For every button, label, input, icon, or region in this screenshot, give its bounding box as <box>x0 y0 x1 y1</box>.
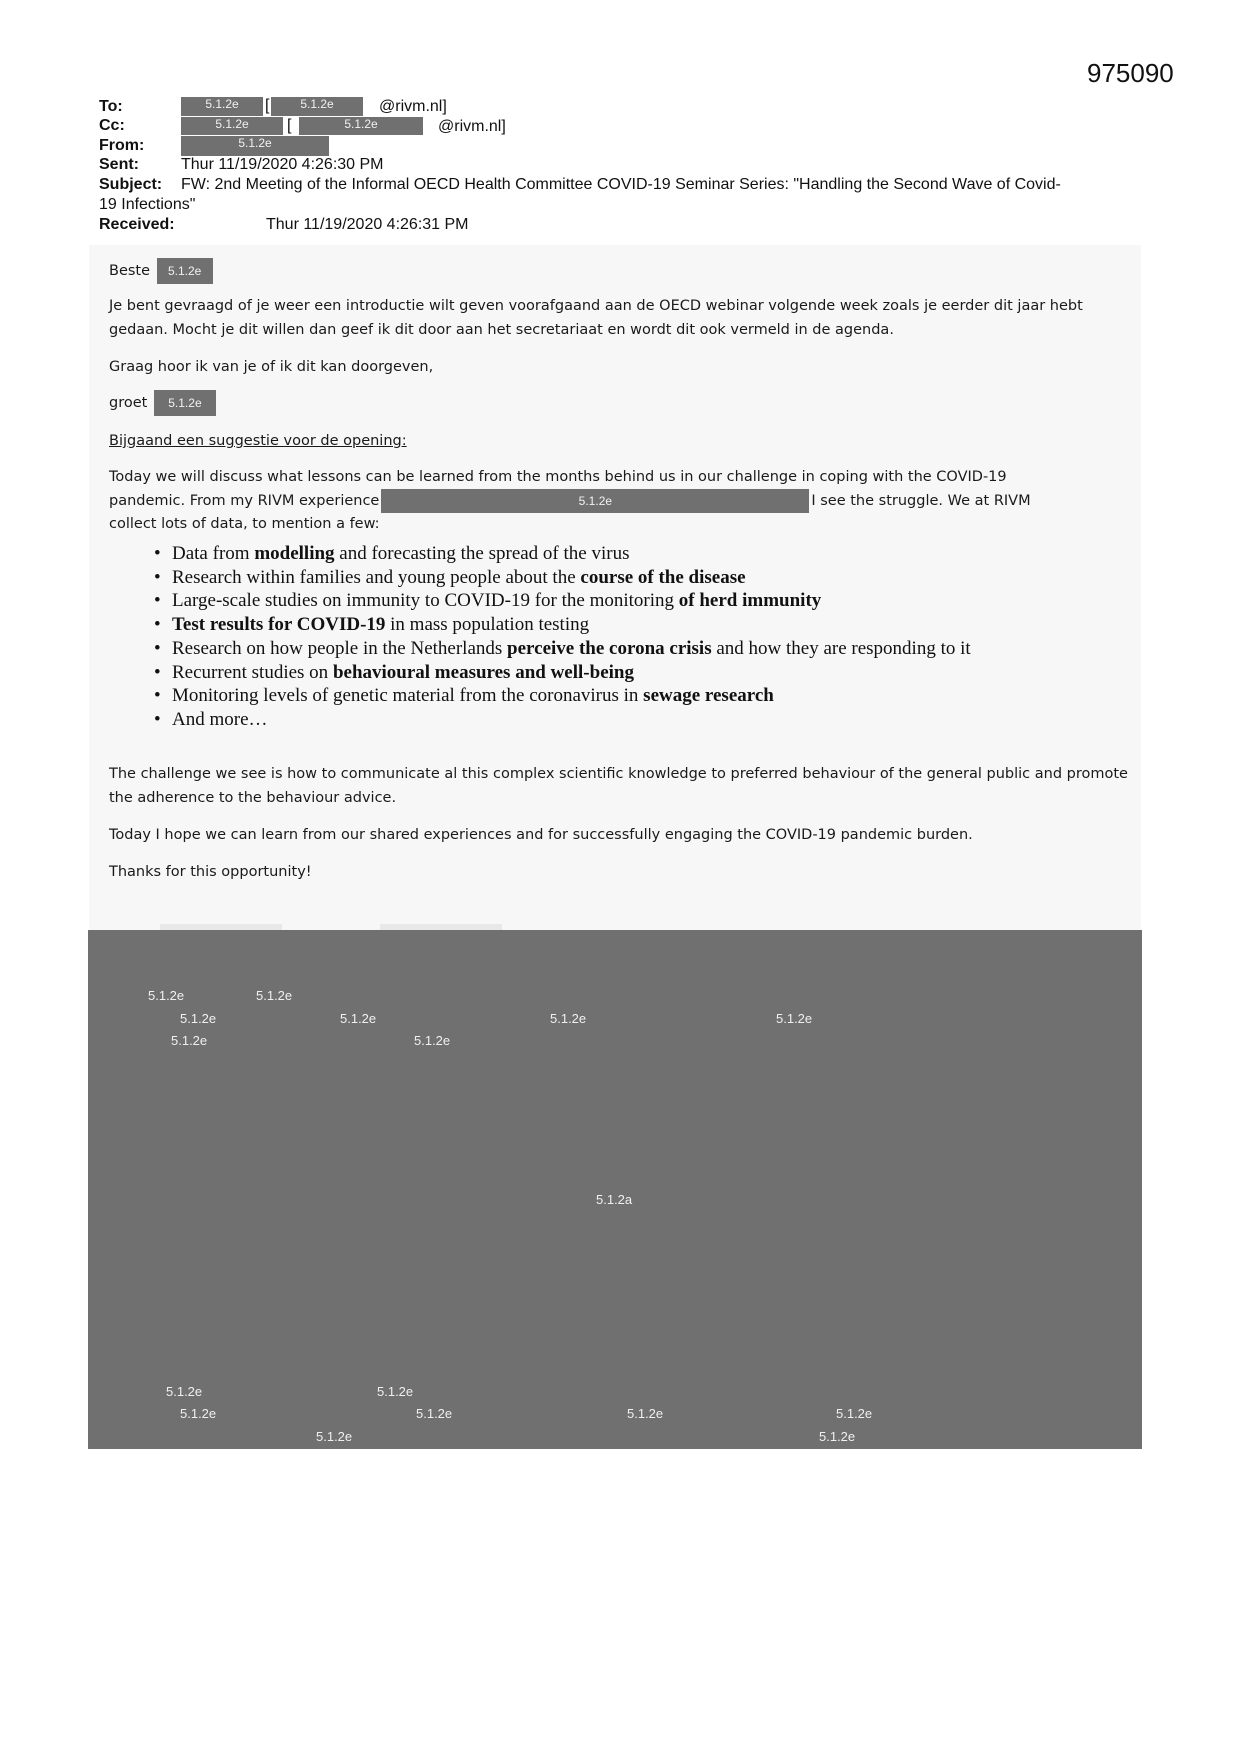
redaction-label: 5.1.2e <box>316 1429 353 1444</box>
suggestion-heading: Bijgaand een suggestie voor de opening: <box>109 433 407 449</box>
redaction-label: 5.1.2e <box>414 1033 451 1048</box>
para3-line1: Today we will discuss what lessons can be learned from the months behind us in our challenge in coping with the COVID-19 <box>109 469 1007 485</box>
cc-label: Cc: <box>99 117 125 134</box>
para3-line2-a: pandemic. From my RIVM experience <box>109 493 380 509</box>
redaction-label: 5.1.2e <box>340 1011 377 1026</box>
redaction-label: 5.1.2e <box>180 1011 217 1026</box>
cc-bracket: [ <box>287 117 292 134</box>
data-bullet-list <box>172 542 971 732</box>
para3-line2 <box>109 489 1129 513</box>
subject-label: Subject: <box>99 176 163 193</box>
redaction-box: 5.1.2e <box>181 136 329 156</box>
sent-value: Thur 11/19/2020 4:26:30 PM <box>181 156 384 173</box>
subject-value-cont: 19 Infections" <box>99 196 196 213</box>
list-item: • And more… <box>172 708 971 732</box>
redaction-label: 5.1.2e <box>627 1406 664 1421</box>
redaction-label: 5.1.2a <box>596 1192 633 1207</box>
redaction-label: 5.1.2e <box>166 1384 203 1399</box>
from-label: From: <box>99 137 145 154</box>
redaction-label: 5.1.2e <box>377 1384 414 1399</box>
redacted-block <box>88 930 1142 1449</box>
redaction-box: 5.1.2e <box>157 258 213 284</box>
redaction-label: 5.1.2e <box>819 1429 856 1444</box>
list-item: • Monitoring levels of genetic material from the coronavirus in sewage research <box>172 684 971 708</box>
list-item: • Recurrent studies on behavioural measures and well-being <box>172 661 971 685</box>
cc-suffix: @rivm.nl] <box>438 118 506 135</box>
list-item: • Data from modelling and forecasting the spread of the virus <box>172 542 971 566</box>
redaction-label: 5.1.2e <box>148 988 185 1003</box>
list-item: • Research within families and young people about the course of the disease <box>172 566 971 590</box>
received-value: Thur 11/19/2020 4:26:31 PM <box>266 216 469 233</box>
to-bracket: [ <box>265 97 270 114</box>
list-item: • Research on how people in the Netherlands perceive the corona crisis and how they are responding to it <box>172 637 971 661</box>
para3-line2-b: I see the struggle. We at RIVM <box>811 493 1031 509</box>
to-suffix: @rivm.nl] <box>379 98 447 115</box>
redaction-box: 5.1.2e <box>154 390 216 416</box>
list-item: • Test results for COVID-19 in mass population testing <box>172 613 971 637</box>
document-number: 975090 <box>1087 58 1174 88</box>
redaction-label: 5.1.2e <box>836 1406 873 1421</box>
redaction-box: 5.1.2e <box>271 97 363 116</box>
greeting-line <box>109 258 1129 284</box>
closing: groet <box>109 395 148 411</box>
redaction-label: 5.1.2e <box>416 1406 453 1421</box>
redaction-box: 5.1.2e <box>181 97 263 116</box>
redaction-label: 5.1.2e <box>256 988 293 1003</box>
greeting: Beste <box>109 263 151 279</box>
para4: The challenge we see is how to communicate al this complex scientific knowledge to preferred behaviour of the general public and promote the adherence to the behaviour advice. <box>109 766 1128 806</box>
subject-value: FW: 2nd Meeting of the Informal OECD Health Committee COVID-19 Seminar Series: "Handling the Second Wave of Covid- <box>181 176 1061 193</box>
redaction-box: 5.1.2e <box>181 117 283 135</box>
received-label: Received: <box>99 216 175 233</box>
subject-row-2 <box>99 196 195 214</box>
redaction-label: 5.1.2e <box>180 1406 217 1421</box>
redaction-label: 5.1.2e <box>171 1033 208 1048</box>
redaction-label: 5.1.2e <box>776 1011 813 1026</box>
para5: Today I hope we can learn from our shared experiences and for successfully engaging the COVID-19 pandemic burden. <box>109 827 973 843</box>
redaction-box: 5.1.2e <box>299 117 423 135</box>
redaction-label: 5.1.2e <box>550 1011 587 1026</box>
para2: Graag hoor ik van je of ik dit kan doorgeven, <box>109 359 434 375</box>
closing-line <box>109 390 1129 416</box>
list-item: • Large-scale studies on immunity to COVID-19 for the monitoring of herd immunity <box>172 589 971 613</box>
para3-line3: collect lots of data, to mention a few: <box>109 516 380 532</box>
sent-label: Sent: <box>99 156 139 173</box>
redaction-box: 5.1.2e <box>381 489 809 513</box>
to-label: To: <box>99 98 123 115</box>
para1: Je bent gevraagd of je weer een introductie wilt geven voorafgaand aan de OECD webinar volgende week zoals je eerder dit jaar hebt gedaan. Mocht je dit willen dan geef ik dit door aan het secretariaat en wordt dit ook vermeld in de agenda. <box>109 298 1083 338</box>
para6: Thanks for this opportunity! <box>109 864 312 880</box>
